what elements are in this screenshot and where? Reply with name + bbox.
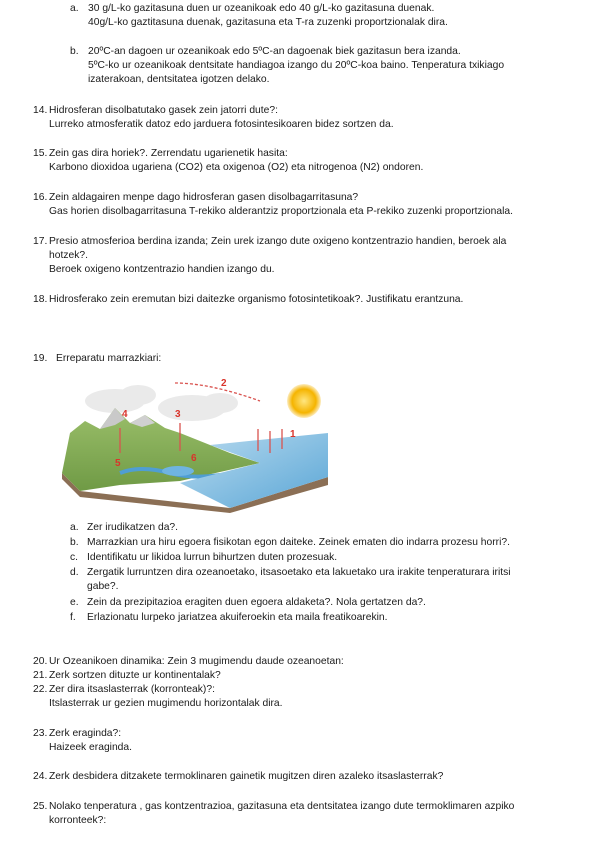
question-text-cont: korronteek?: <box>49 815 107 826</box>
subitem-letter: b. <box>70 46 79 57</box>
sun-icon <box>287 384 321 418</box>
answer-text: Lurreko atmosferatik datoz edo jarduera fotosintesikoaren bidez sortzen da. <box>49 119 394 130</box>
question-number: 25. <box>33 801 48 812</box>
question-text: Presio atmosferioa berdina izanda; Zein urek izango dute oxigeno kontzentrazio handien, beroek ala <box>49 236 507 247</box>
question-number: 15. <box>33 148 48 159</box>
question-number: 20. <box>33 656 48 667</box>
diagram-label: 3 <box>175 409 181 420</box>
question-text: Zerk eraginda?: <box>49 728 122 739</box>
subitem-text: Zergatik lurruntzen dira ozeanoetako, itsasoetako eta lakuetako ura irakite tenperaturara iritsi <box>87 567 511 578</box>
subitem-letter: f. <box>70 612 76 623</box>
subitem-letter: a. <box>70 3 79 14</box>
subitem-letter: e. <box>70 597 79 608</box>
answer-text: Karbono dioxidoa ugariena (CO2) eta oxigenoa (O2) eta nitrogenoa (N2) ondoren. <box>49 162 424 173</box>
answer-text: Beroek oxigeno kontzentrazio handien izango du. <box>49 264 275 275</box>
question-text: Zer dira itsaslasterrak (korronteak)?: <box>49 684 215 695</box>
question-number: 24. <box>33 771 48 782</box>
question-text: Zein aldagairen menpe dago hidrosferan gasen disolbagarritasuna? <box>49 192 359 203</box>
diagram-label: 6 <box>191 453 197 464</box>
question-text-cont: hotzek?. <box>49 250 88 261</box>
question-number: 14. <box>33 105 48 116</box>
question-number: 21. <box>33 670 48 681</box>
subitem-letter: b. <box>70 537 79 548</box>
subitem-letter: d. <box>70 567 79 578</box>
subitem-text: Identifikatu ur likidoa lurrun bihurtzen duten prozesuak. <box>87 552 338 563</box>
answer-text: Haizeek eraginda. <box>49 742 132 753</box>
question-text: Hidrosferan disolbatutako gasek zein jatorri dute?: <box>49 105 278 116</box>
question-number: 18. <box>33 294 48 305</box>
cloud-icon <box>85 385 238 421</box>
question-text: Hidrosferako zein eremutan bizi daitezke organismo fotosintetikoak?. Justifikatu erantzuna. <box>49 294 464 305</box>
question-text: Zein gas dira horiek?. Zerrendatu ugarienetik hasita: <box>49 148 288 159</box>
diagram-label: 4 <box>122 409 128 420</box>
diagram-label: 5 <box>115 458 121 469</box>
answer-text: Gas horien disolbagarritasuna T-rekiko alderantziz proportzionala eta P-rekiko zuzenki proportzionala. <box>49 206 513 217</box>
question-text: Nolako tenperatura , gas kontzentrazioa, gazitasuna eta dentsitatea izango dute termoklimaren azpiko <box>49 801 515 812</box>
subitem-letter: c. <box>70 552 79 563</box>
subitem-answer: izaterakoan, dentsitatea igotzen delako. <box>88 74 270 85</box>
subitem-text: Zein da prezipitazioa eragiten duen egoera aldaketa?. Nola gertatzen da?. <box>87 597 426 608</box>
question-number: 19. <box>33 353 48 364</box>
answer-text: Itslasterrak ur gezien mugimendu horizontalak dira. <box>49 698 283 709</box>
question-number: 22. <box>33 684 48 695</box>
subitem-text: Marrazkian ura hiru egoera fisikotan egon daiteke. Zeinek ematen dio indarra prozesu horri?. <box>87 537 510 548</box>
subitem-text: Erlazionatu lurpeko jariatzea akuiferoekin eta maila freatikoarekin. <box>87 612 388 623</box>
subitem-text: Zer irudikatzen da?. <box>87 522 179 533</box>
subitem-text: 30 g/L-ko gazitasuna duen ur ozeanikoak edo 40 g/L-ko gazitasuna duenak. <box>88 3 435 14</box>
question-number: 16. <box>33 192 48 203</box>
subitem-text-cont: gabe?. <box>87 581 119 592</box>
question-text: Erreparatu marrazkiari: <box>56 353 162 364</box>
question-text: Zerk desbidera ditzakete termoklinaren gainetik mugitzen diren azaleko itsaslasterrak? <box>49 771 444 782</box>
question-number: 23. <box>33 728 48 739</box>
subitem-answer: 5ºC-ko ur ozeanikoak dentsitate handiagoa izango du 20ºC-koa baino. Tenperatura txikiago <box>88 60 505 71</box>
subitem-text: 20ºC-an dagoen ur ozeanikoak edo 5ºC-an dagoenak biek gazitasun bera izanda. <box>88 46 461 57</box>
subitem-letter: a. <box>70 522 79 533</box>
question-text: Ur Ozeanikoen dinamika: Zein 3 mugimendu daude ozeanoetan: <box>49 656 344 667</box>
question-number: 17. <box>33 236 48 247</box>
water-cycle-diagram <box>60 373 330 513</box>
subitem-answer: 40g/L-ko gaztitasuna duenak, gazitasuna eta T-ra zuzenki proportzionalak dira. <box>88 17 448 28</box>
diagram-label: 1 <box>290 429 296 440</box>
diagram-label: 2 <box>221 378 227 389</box>
question-text: Zerk sortzen dituzte ur kontinentalak? <box>49 670 221 681</box>
